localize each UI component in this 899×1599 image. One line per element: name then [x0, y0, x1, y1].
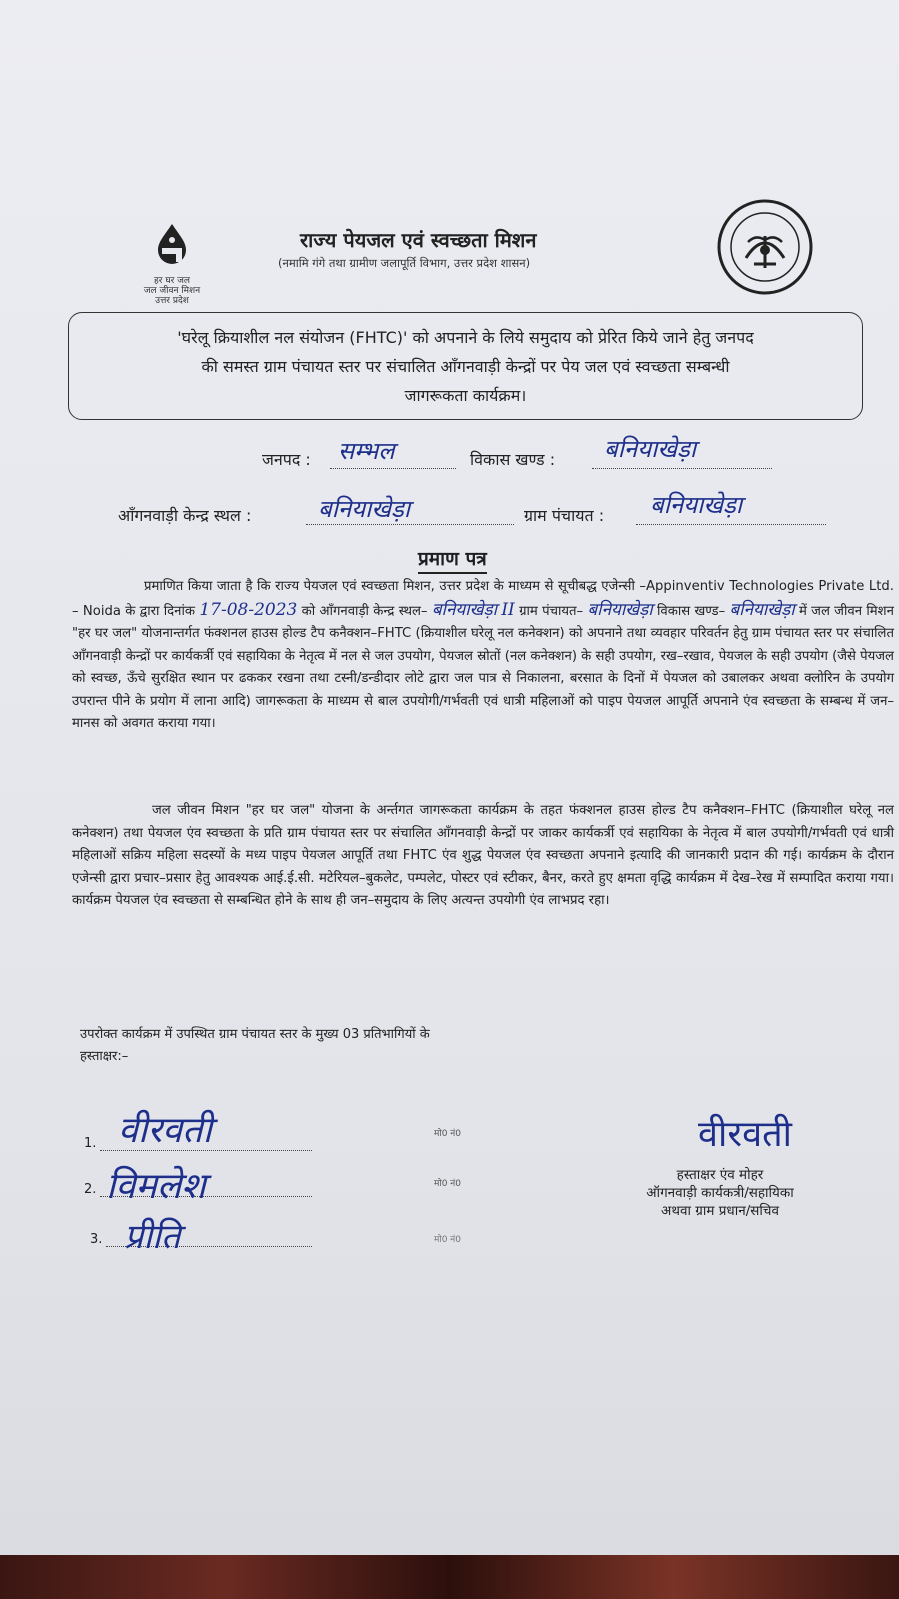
program-title-box — [68, 312, 863, 420]
org-subtitle: (नमामि गंगे तथा ग्रामीण जलापूर्ति विभाग, उत्तर प्रदेश शासन) — [278, 256, 531, 270]
participant-3-number: 3. — [90, 1232, 103, 1247]
water-tap-icon — [142, 222, 202, 272]
block-label: विकास खण्ड : — [470, 450, 556, 469]
block-value: बनियाखेड़ा — [604, 435, 697, 463]
seal-icon — [716, 198, 814, 296]
participant-3-mobile-label: मो0 नं0 — [434, 1235, 462, 1245]
para1-part-b: Technologies Private Ltd. – Noida के द्वारा दिनांक — [72, 579, 894, 619]
logo-caption-2: जल जीवन मिशन — [143, 286, 201, 296]
title-line-1: 'घरेलू क्रियाशील नल संयोजन (FHTC)' को अपनाने के लिये समुदाय को प्रेरित किये जाने हेतु जनपद — [177, 328, 754, 347]
district-value: सम्भल — [338, 437, 395, 465]
district-dotted-line — [330, 454, 456, 469]
panchayat-dotted-line — [636, 510, 826, 525]
participants-intro — [80, 1024, 430, 1068]
certificate-paragraph-2 — [72, 800, 894, 913]
para1-part-g: में जल जीवन मिशन "हर घर जल" योजनान्तर्गत फंक्शनल हाउस होल्ड टैप कनैक्शन–FHTC (क्रियाशील घरेलू नल कनेक्शन) को अपनाने तथा व्यवहार परिवर्तन हेतु ग्राम पंचायत स्तर पर संचालित आँगनवाड़ी केन्द्रों पर कार्यकर्त्री एवं सहायिका के नेतृत्व में नल से जल उपयोग, पेयजल स्रोतों (नल कनेक्शन) के सही उपयोग, रख–रखाव, पेयजल के सही उपयोग (जैसे पेयजल को स्वच्छ, ऊँचे सुरक्षित स्थान पर ढककर रखना तथा टस्नी/डन्डीदार लोटे द्वारा जल पात्र से निकालना, बरसात के दिनों में पेयजल को उबालकर अथवा क्लोरिन के उपयोग उपरान्त पीने के प्रयोग में लाना आदि) जागरूकता के माध्यम से बाल उपयोगी/गर्भवती एवं धात्री महिलाओं को पाइप पेयजल आपूर्ति अपनाने एंव स्वच्छता के सम्बन्ध में जन–मानस को अवगत कराया गया। — [72, 603, 894, 731]
participants-intro-line-1: उपरोक्त कार्यक्रम में उपस्थित ग्राम पंचायत स्तर के मुख्य 03 प्रतिभागियों के — [80, 1027, 430, 1042]
participants-intro-line-2: हस्ताक्षर:– — [80, 1049, 129, 1064]
para1-part-c: को आँगनवाड़ी केन्द्र स्थल– — [301, 603, 428, 619]
para1-panchayat-value: बनियाखेड़ा — [587, 599, 653, 620]
panchayat-value: बनियाखेड़ा — [650, 491, 743, 519]
para1-block-value: बनियाखेड़ा — [729, 599, 795, 620]
har-ghar-jal-logo — [132, 222, 212, 306]
title-line-2: की समस्त ग्राम पंचायत स्तर पर संचालित आँगनवाड़ी केन्द्रों पर पेय जल एवं स्वच्छता सम्बन्धी — [201, 357, 730, 376]
authority-signature: वीरवती — [698, 1114, 792, 1155]
para1-part-e: ग्राम पंचायत– — [519, 603, 584, 619]
program-date: 17-08-2023 — [199, 599, 298, 620]
participant-3-signature: प्रीति — [124, 1217, 181, 1257]
authority-line-3: अथवा ग्राम प्रधान/सचिव — [661, 1203, 779, 1219]
panchayat-label: ग्राम पंचायत : — [524, 506, 605, 525]
logo-caption-3: उत्तर प्रदेश — [155, 296, 189, 306]
district-label: जनपद : — [262, 450, 311, 469]
authority-line-1: हस्ताक्षर एंव मोहर — [676, 1167, 764, 1183]
participant-1-signature: वीरवती — [118, 1110, 212, 1151]
up-government-seal — [716, 198, 814, 296]
participant-2-signature: विमलेश — [106, 1166, 206, 1207]
certificate-paragraph-1 — [72, 576, 894, 736]
anganwadi-dotted-line — [306, 510, 514, 525]
certificate-heading: प्रमाण पत्र — [418, 545, 487, 574]
logo-caption-1: हर घर जल — [154, 276, 190, 286]
authority-line-2: ऑगनवाड़ी कार्यकत्री/सहायिका — [646, 1185, 794, 1201]
block-dotted-line — [592, 454, 772, 469]
para1-part-f: विकास खण्ड– — [656, 603, 726, 619]
para1-anganwadi-suffix: II — [501, 599, 515, 620]
para1-part-a: प्रमाणित किया जाता है कि राज्य पेयजल एवं स्वच्छता मिशन, उत्तर प्रदेश के माध्यम से सूचीबद्ध एजेन्सी –Appinventiv — [144, 579, 725, 594]
title-line-3: जागरूकता कार्यक्रम। — [404, 386, 527, 405]
photo-background-edge — [0, 1555, 899, 1599]
authority-stamp — [600, 1166, 840, 1220]
participant-2-number: 2. — [84, 1182, 97, 1197]
participant-2-mobile-label: मो0 नं0 — [434, 1179, 462, 1189]
para1-anganwadi-value: बनियाखेड़ा — [431, 599, 498, 620]
participant-1-number: 1. — [84, 1136, 97, 1151]
anganwadi-label: आँगनवाड़ी केन्द्र स्थल : — [118, 506, 252, 525]
org-title: राज्य पेयजल एवं स्वच्छता मिशन — [300, 228, 537, 252]
para2-text: जल जीवन मिशन "हर घर जल" योजना के अर्न्तगत जागरूकता कार्यक्रम के तहत फंक्शनल हाउस होल्ड टैप कनैक्शन–FHTC (क्रियाशील घरेलू नल कनेक्शन) तथा पेयजल एंव स्वच्छता के प्रति ग्राम पंचायत स्तर पर संचालित आँगनवाड़ी केन्द्रों पर जाकर कार्यकर्त्री एवं सहायिका के नेतृत्व में बाल उपयोगी/गर्भवती एवं धात्री महिलाओं सक्रिय महिला सदस्यों के मध्य पाइप पेयजल आपूर्ति तथा FHTC एंव शुद्ध पेयजल एंव स्वच्छता अपनाने इत्यादि की जानकारी प्रदान की गई। कार्यक्रम के दौरान एजेन्सी द्वारा प्रचार–प्रसार हेतु आवश्यक आई.ई.सी. मटेरियल–बुकलेट, पम्पलेट, पोस्टर एवं स्टीकर, बैनर, करते हुए क्षमता वृद्धि कार्यक्रम में देख–रेख में सम्पादित कराया गया। कार्यक्रम पेयजल एंव स्वच्छता से सम्बन्धित होने के साथ ही जन–समुदाय के लिए अत्यन्त उपयोगी एंव लाभप्रद रहा। — [72, 803, 894, 908]
participant-1-mobile-label: मो0 नं0 — [434, 1129, 462, 1139]
anganwadi-value: बनियाखेड़ा — [318, 495, 411, 523]
